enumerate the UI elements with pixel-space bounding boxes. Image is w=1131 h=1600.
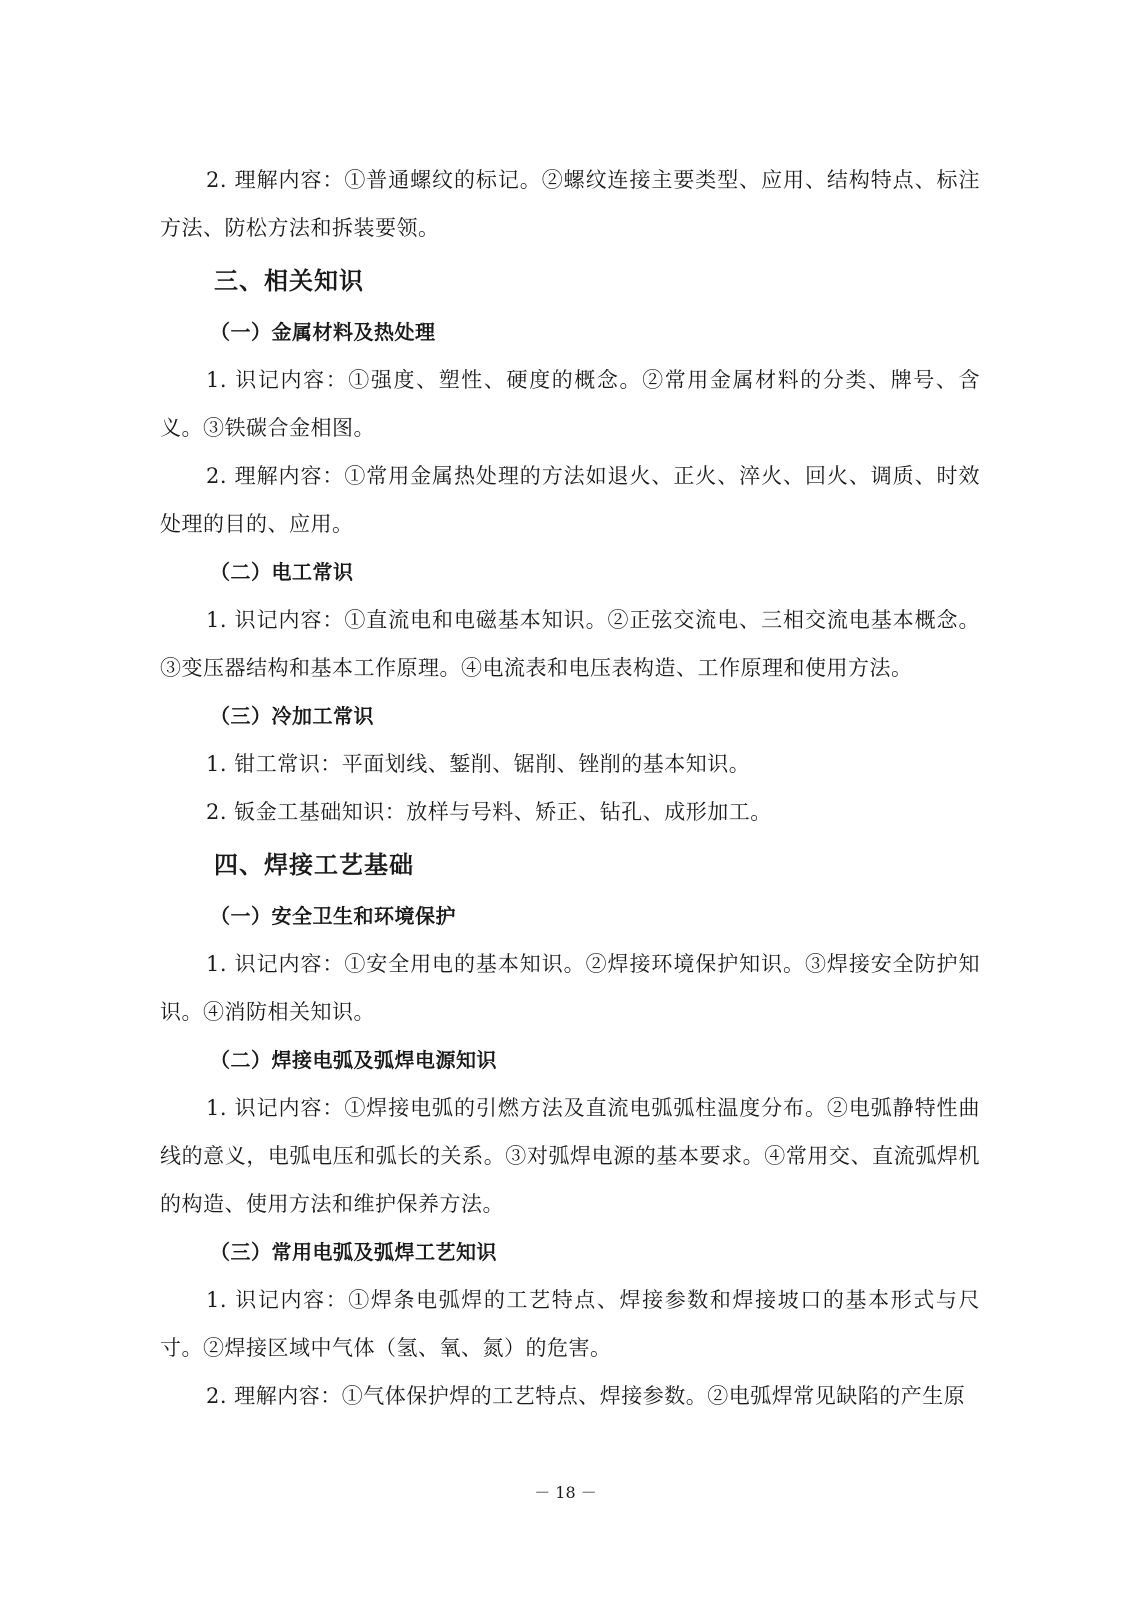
paragraph: 2. 理解内容：①普通螺纹的标记。②螺纹连接主要类型、应用、结构特点、标注方法、防松方法和拆装要领。 bbox=[160, 168, 980, 240]
page-number: － 18 － bbox=[534, 1483, 597, 1502]
paragraph: 2. 理解内容：①气体保护焊的工艺特点、焊接参数。②电弧焊常见缺陷的产生原 bbox=[206, 1384, 966, 1408]
section-heading: 三、相关知识 bbox=[214, 267, 364, 295]
subsection-heading: （三）冷加工常识 bbox=[210, 704, 374, 728]
paragraph: 1. 识记内容：①安全用电的基本知识。②焊接环境保护知识。③焊接安全防护知识。④消防相关知识。 bbox=[160, 952, 980, 1024]
paragraph: 1. 识记内容：①焊接电弧的引燃方法及直流电弧弧柱温度分布。②电弧静特性曲线的意义，电弧电压和弧长的关系。③对弧焊电源的基本要求。④常用交、直流弧焊机的构造、使用方法和维护保养方法。 bbox=[160, 1096, 980, 1216]
paragraph: 1. 识记内容：①焊条电弧焊的工艺特点、焊接参数和焊接坡口的基本形式与尺寸。②焊接区域中气体（氢、氧、氮）的危害。 bbox=[160, 1288, 980, 1360]
subsection-heading: （二）电工常识 bbox=[210, 560, 354, 584]
paragraph: 1. 识记内容：①强度、塑性、硬度的概念。②常用金属材料的分类、牌号、含义。③铁碳合金相图。 bbox=[160, 368, 980, 440]
section-heading: 四、焊接工艺基础 bbox=[214, 851, 414, 879]
subsection-heading: （一）安全卫生和环境保护 bbox=[210, 904, 456, 928]
paragraph: 2. 理解内容：①常用金属热处理的方法如退火、正火、淬火、回火、调质、时效处理的目的、应用。 bbox=[160, 464, 980, 536]
subsection-heading: （一）金属材料及热处理 bbox=[210, 320, 436, 344]
paragraph: 1. 识记内容：①直流电和电磁基本知识。②正弦交流电、三相交流电基本概念。③变压器结构和基本工作原理。④电流表和电压表构造、工作原理和使用方法。 bbox=[160, 608, 980, 680]
subsection-heading: （二）焊接电弧及弧焊电源知识 bbox=[210, 1048, 497, 1072]
subsection-heading: （三）常用电弧及弧焊工艺知识 bbox=[210, 1240, 497, 1264]
page-body bbox=[160, 156, 980, 1420]
paragraph: 2. 钣金工基础知识：放样与号料、矫正、钻孔、成形加工。 bbox=[206, 800, 772, 824]
paragraph: 1. 钳工常识：平面划线、錾削、锯削、锉削的基本知识。 bbox=[206, 752, 751, 776]
